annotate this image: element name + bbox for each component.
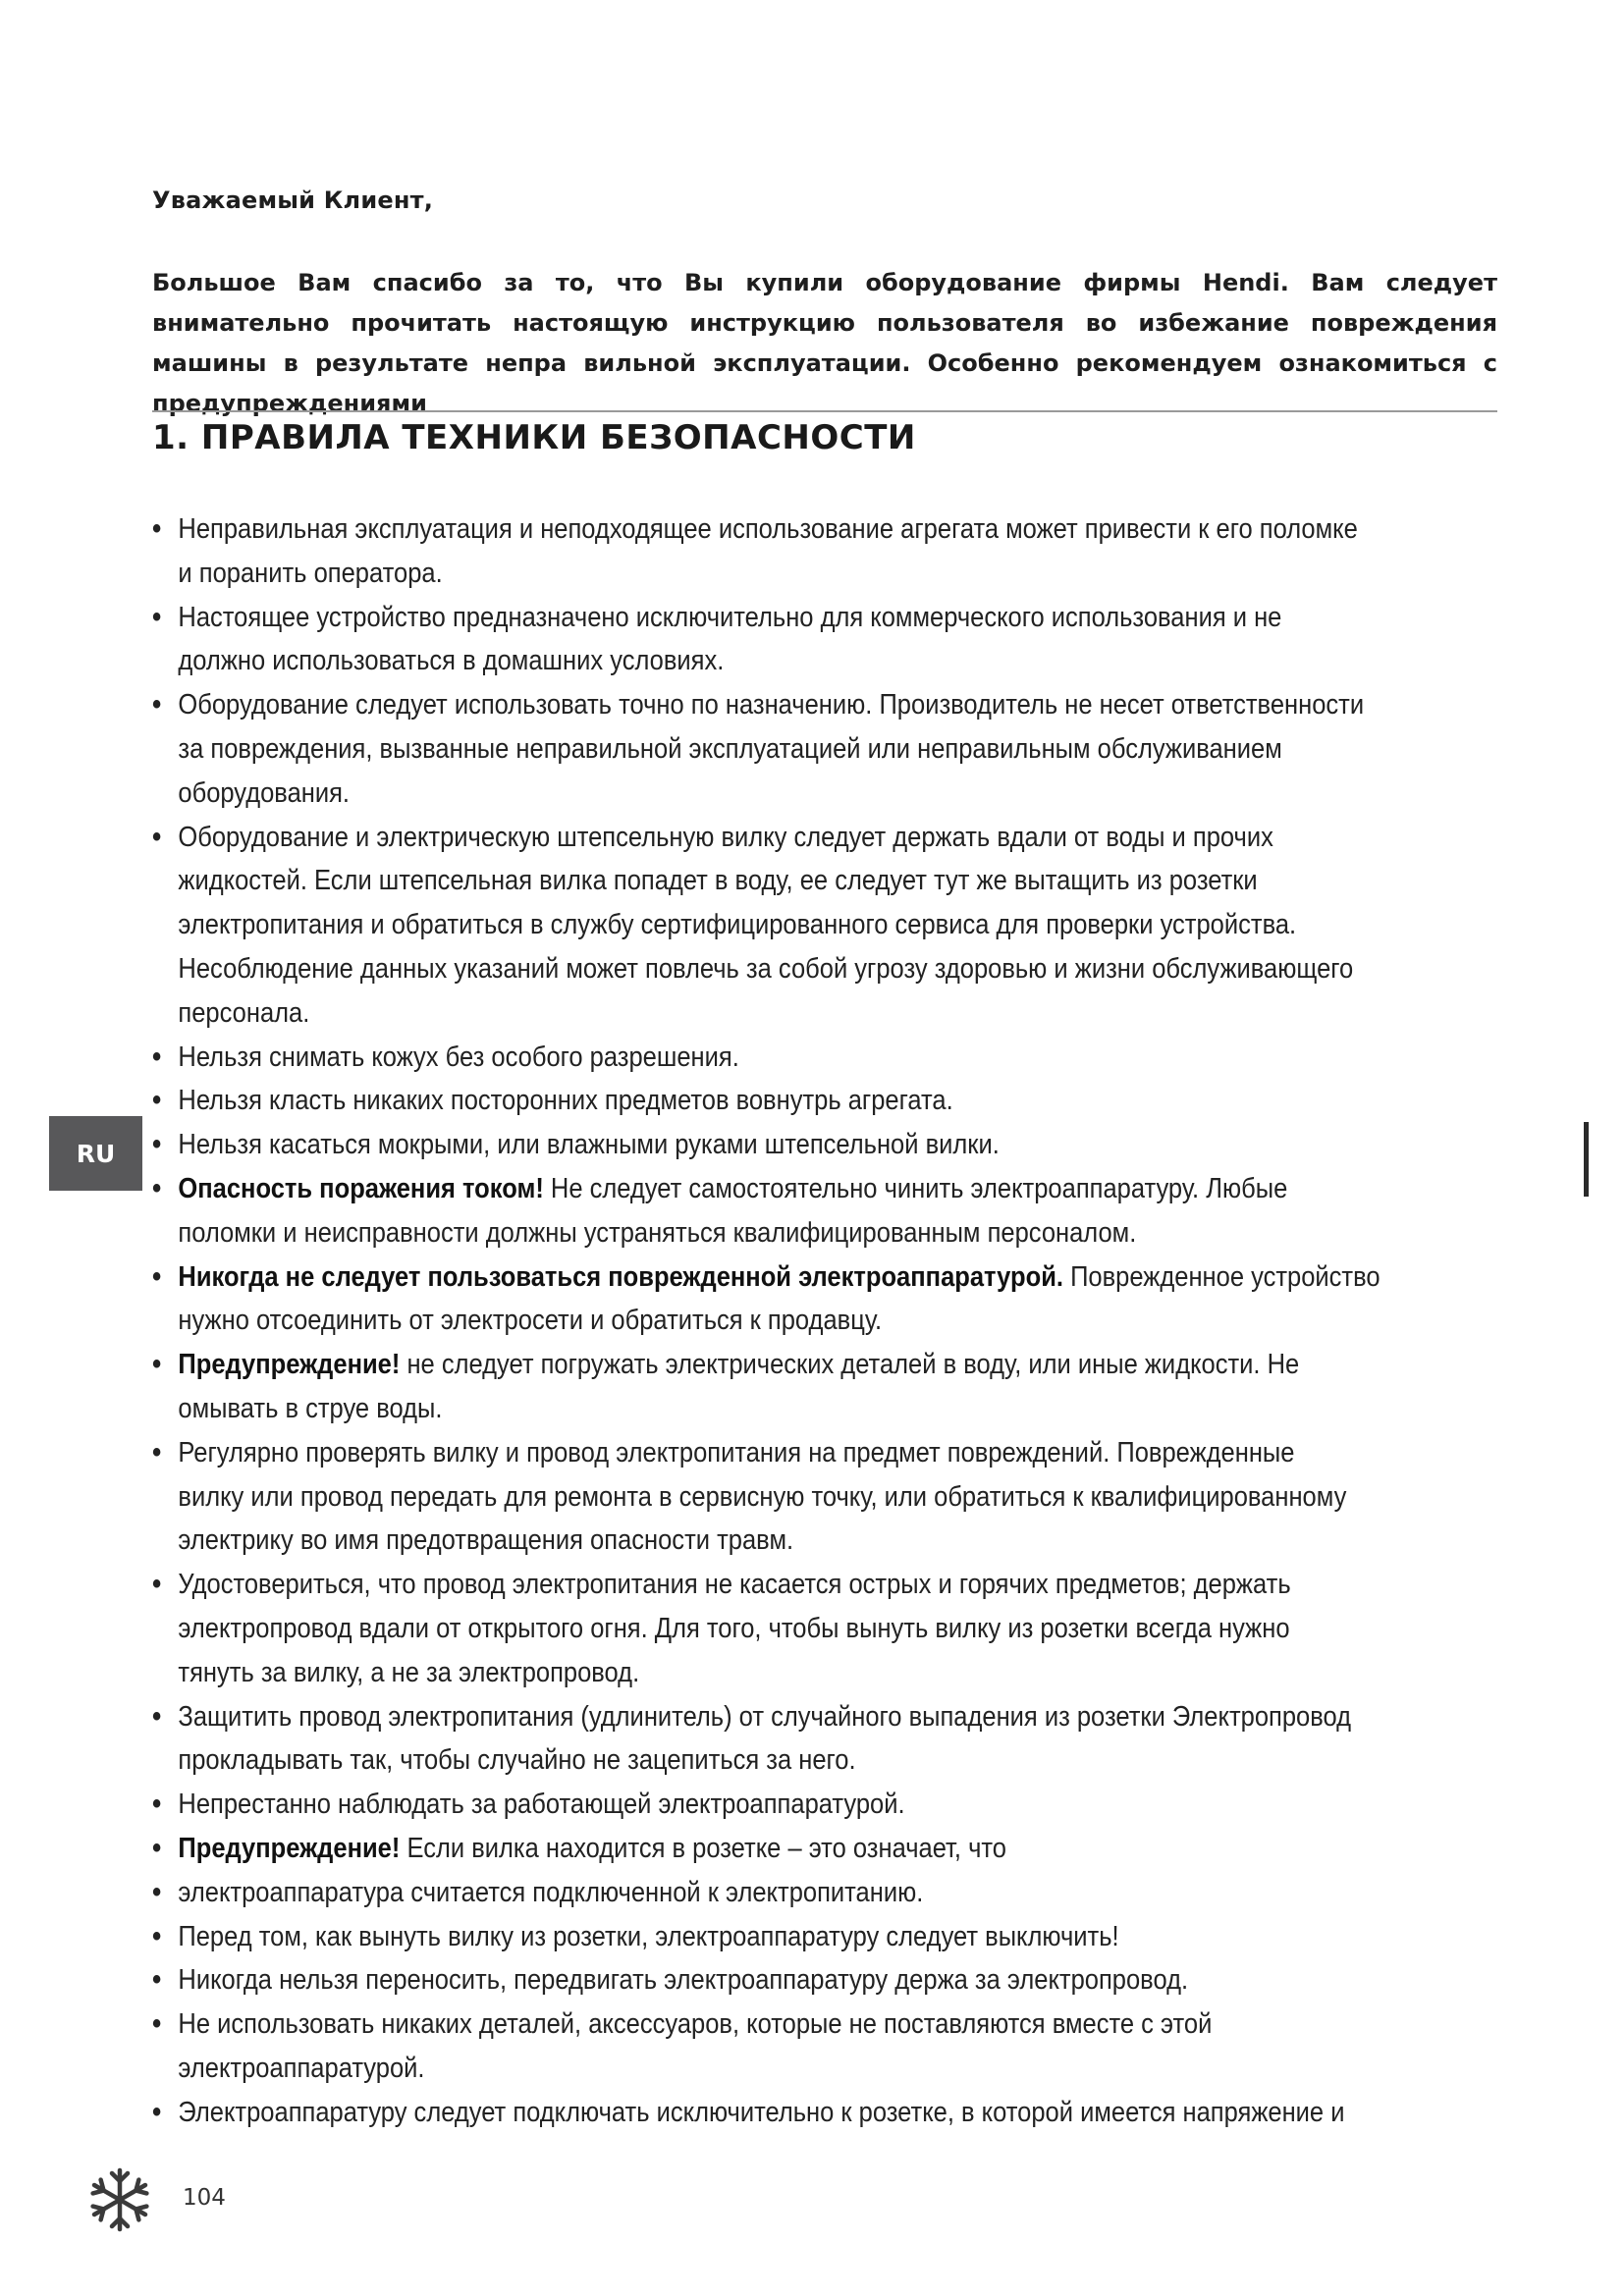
rule-item: • Нельзя класть никаких посторонних предметов вовнутрь агрегата. [152,1079,1517,1123]
rule-item: • Регулярно проверять вилку и провод электропитания на предмет повреждений. Поврежденные вилку или провод передать для ремонта в сервисную точку, или обратиться к квалифицированному электрику во имя предотвращения опасности травм. [152,1431,1517,1563]
rule-item: • Нельзя касаться мокрыми, или влажными руками штепсельной вилки. [152,1123,1517,1167]
page-number: 104 [183,2185,226,2211]
rule-item: • Удостовериться, что провод электропитания не касается острых и горячих предметов; держать электропровод вдали от открытого огня. Для того, чтобы вынуть вилку из розетки всегда нужно тянуть за вилку, а не за электропровод. [152,1563,1517,1694]
rule-item: • Защитить провод электропитания (удлинитель) от случайного выпадения из розетки Электропровод прокладывать так, чтобы случайно не зацепиться за него. [152,1695,1517,1784]
rule-item: • Никогда нельзя переносить, передвигать электроаппаратуру держа за электропровод. [152,1958,1517,2002]
language-tab: RU [49,1116,142,1191]
rule-item: • Не использовать никаких деталей, аксессуаров, которые не поставляются вместе с этой электроаппаратурой. [152,2002,1517,2091]
rule-item: • Предупреждение! не следует погружать электрических деталей в воду, или иные жидкости. Не омывать в струе воды. [152,1343,1517,1431]
rule-item: • Электроаппаратуру следует подключать исключительно к розетке, в которой имеется напряжение и [152,2091,1517,2135]
margin-marker [1584,1122,1589,1197]
section-divider [152,410,1497,412]
greeting: Уважаемый Клиент, [152,187,434,214]
rule-item: • Никогда не следует пользоваться поврежденной электроаппаратурой. Поврежденное устройство нужно отсоединить от электросети и обратиться к продавцу. [152,1255,1517,1344]
rule-item: • Оборудование и электрическую штепсельную вилку следует держать вдали от воды и прочих жидкостей. Если штепсельная вилка попадет в воду, ее следует тут же вытащить из розетки электропитания и обратиться в службу сертифицированного сервиса для проверки устройства. Несоблюдение данных указаний может повлечь за собой угрозу здоровью и жизни обслуживающего персонала. [152,816,1517,1036]
rule-item: • электроаппаратура считается подключенной к электропитанию. [152,1871,1517,1915]
rule-item: • Непрестанно наблюдать за работающей электроаппаратурой. [152,1783,1517,1827]
rule-item: • Оборудование следует использовать точно по назначению. Производитель не несет ответственности за повреждения, вызванные неправильной эксплуатацией или неправильным обслуживанием оборудования. [152,683,1517,815]
rule-item: • Настоящее устройство предназначено исключительно для коммерческого использования и не должно использоваться в домашних условиях. [152,596,1517,684]
safety-rules-list [152,507,1507,2134]
rule-item: • Нельзя снимать кожух без особого разрешения. [152,1036,1517,1080]
intro-paragraph: Большое Вам спасибо за то, что Вы купили оборудование фирмы Hendi. Вам следует внимательно прочитать настоящую инструкцию пользователя во избежание повреждения машины в результате непра вильной эксплуатации. Особенно рекомендуем ознакомиться с предупреждениями [152,269,1497,417]
rule-item: • Предупреждение! Если вилка находится в розетке – это означает, что [152,1827,1517,1871]
snowflake-icon [86,2166,153,2233]
section-title: 1. ПРАВИЛА ТЕХНИКИ БЕЗОПАСНОСТИ [152,418,916,457]
rule-item: • Неправильная эксплуатация и неподходящее использование агрегата может привести к его поломке и поранить оператора. [152,507,1517,596]
rule-item: • Опасность поражения током! Не следует самостоятельно чинить электроаппаратуру. Любые поломки и неисправности должны устраняться квалифицированным персоналом. [152,1167,1517,1255]
rule-item: • Перед том, как вынуть вилку из розетки, электроаппаратуру следует выключить! [152,1915,1517,1959]
